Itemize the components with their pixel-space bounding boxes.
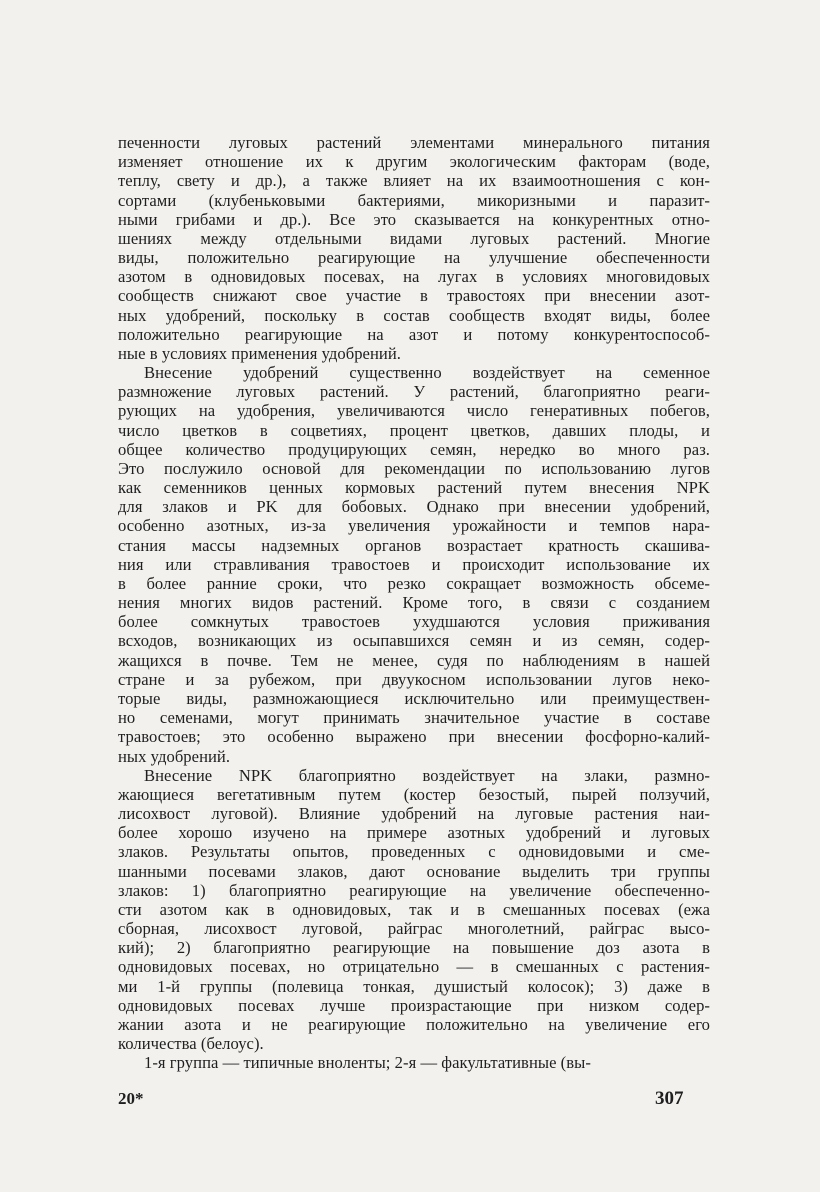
text-line: сборная, лисохвост луговой, райграс многолетний, райграс высо- <box>118 919 710 939</box>
paragraph <box>118 363 710 766</box>
text-line: сти азотом как в одновидовых, так и в смешанных посевах (ежа <box>118 899 710 919</box>
text-line: печенности луговых растений элементами минерального питания <box>118 133 710 152</box>
text-line: рующих на удобрения, увеличиваются число генеративных побегов, <box>118 401 710 421</box>
text-line: виды, положительно реагирующие на улучшение обеспеченности <box>118 248 710 268</box>
text-line: в более ранние сроки, что резко сокращает возможность обсеме- <box>118 573 710 593</box>
text-line: стране и за рубежом, при двуукосном использовании лугов неко- <box>118 669 710 689</box>
text-line: жании азота и не реагирующие положительно на увеличение его <box>118 1014 710 1034</box>
text-line: стания массы надземных органов возрастает кратность скашива- <box>118 535 710 555</box>
text-line: травостоев; это особенно выражено при внесении фосфорно-калий- <box>118 727 710 747</box>
text-line: злаков: 1) благоприятно реагирующие на увеличение обеспеченно- <box>118 880 710 900</box>
paragraph <box>118 1053 710 1072</box>
text-line: более сомкнутых травостоев ухудшаются условия приживания <box>118 612 710 632</box>
page-number: 307 <box>655 1088 684 1109</box>
text-line: Внесение удобрений существенно воздействует на семенное <box>144 363 710 383</box>
text-line: лисохвост луговой). Влияние удобрений на луговые растения наи- <box>118 804 710 824</box>
text-line: ми 1-й группы (полевица тонкая, душистый колосок); 3) даже в <box>118 976 710 996</box>
text-line: ные в условиях применения удобрений. <box>118 343 401 363</box>
text-line: ния или стравливания травостоев и происходит использование их <box>118 554 710 574</box>
paragraph <box>118 133 710 363</box>
text-line: Это послужило основой для рекомендации по использованию лугов <box>118 458 710 478</box>
text-line: сообществ снижают свое участие в травостоях при внесении азот- <box>118 286 710 306</box>
text-line: размножение луговых растений. У растений, благоприятно реаги- <box>118 382 710 402</box>
text-line: злаков. Результаты опытов, проведенных с одновидовыми и сме- <box>118 842 710 862</box>
text-line: положительно реагирующие на азот и потому конкурентоспособ- <box>118 324 710 344</box>
text-line: кий); 2) благоприятно реагирующие на повышение доз азота в <box>118 938 710 958</box>
text-line: одновидовых посевах лучше произрастающие при низком содер- <box>118 995 710 1015</box>
text-line: одновидовых посевах, но отрицательно — в смешанных с растения- <box>118 957 710 977</box>
text-line: но семенами, могут принимать значительное участие в составе <box>118 708 710 728</box>
text-line: шениях между отдельными видами луговых растений. Многие <box>118 228 710 248</box>
text-line: нения многих видов растений. Кроме того, в связи с созданием <box>118 593 710 613</box>
text-line: количества (белоус). <box>118 1034 264 1054</box>
text-line: для злаков и PK для бобовых. Однако при внесении удобрений, <box>118 497 710 517</box>
text-line: теплу, свету и др.), а также влияет на их взаимоотношения с кон- <box>118 171 710 191</box>
text-line: изменяет отношение их к другим экологическим факторам (воде, <box>118 152 710 172</box>
text-line: Внесение NPK благоприятно воздействует на злаки, размно- <box>144 765 710 785</box>
text-line: ных удобрений, поскольку в состав сообществ входят виды, более <box>118 305 710 325</box>
text-line: жающиеся вегетативным путем (костер безостый, пырей ползучий, <box>118 784 710 804</box>
text-line: число цветков в соцветиях, процент цветков, давших плоды, и <box>118 420 710 440</box>
paragraph <box>118 766 710 1054</box>
text-line: шанными посевами злаков, дают основание выделить три группы <box>118 861 710 881</box>
text-line: всходов, возникающих из осыпавшихся семян и из семян, содер- <box>118 631 710 651</box>
text-line: ных удобрений. <box>118 746 231 766</box>
text-line: азотом в одновидовых посевах, на лугах в условиях многовидовых <box>118 267 710 287</box>
text-line: как семенников ценных кормовых растений путем внесения NPK <box>118 478 710 498</box>
text-line: более хорошо изучено на примере азотных удобрений и луговых <box>118 823 710 843</box>
text-line: ными грибами и др.). Все это сказывается на конкурентных отно- <box>118 209 710 229</box>
printer-signature-mark: 20* <box>118 1089 144 1108</box>
text-line: торые виды, размножающиеся исключительно или преимуществен- <box>118 688 710 708</box>
body-text <box>118 133 710 1072</box>
text-line: сортами (клубеньковыми бактериями, микоризными и паразит- <box>118 190 710 210</box>
text-line: общее количество продуцирующих семян, нередко во много раз. <box>118 439 710 459</box>
text-line: особенно азотных, из-за увеличения урожайности и темпов нара- <box>118 516 710 536</box>
text-line: 1-я группа — типичные вноленты; 2-я — факультативные (вы- <box>144 1053 591 1073</box>
text-line: жащихся в почве. Тем не менее, судя по наблюдениям в нашей <box>118 650 710 670</box>
